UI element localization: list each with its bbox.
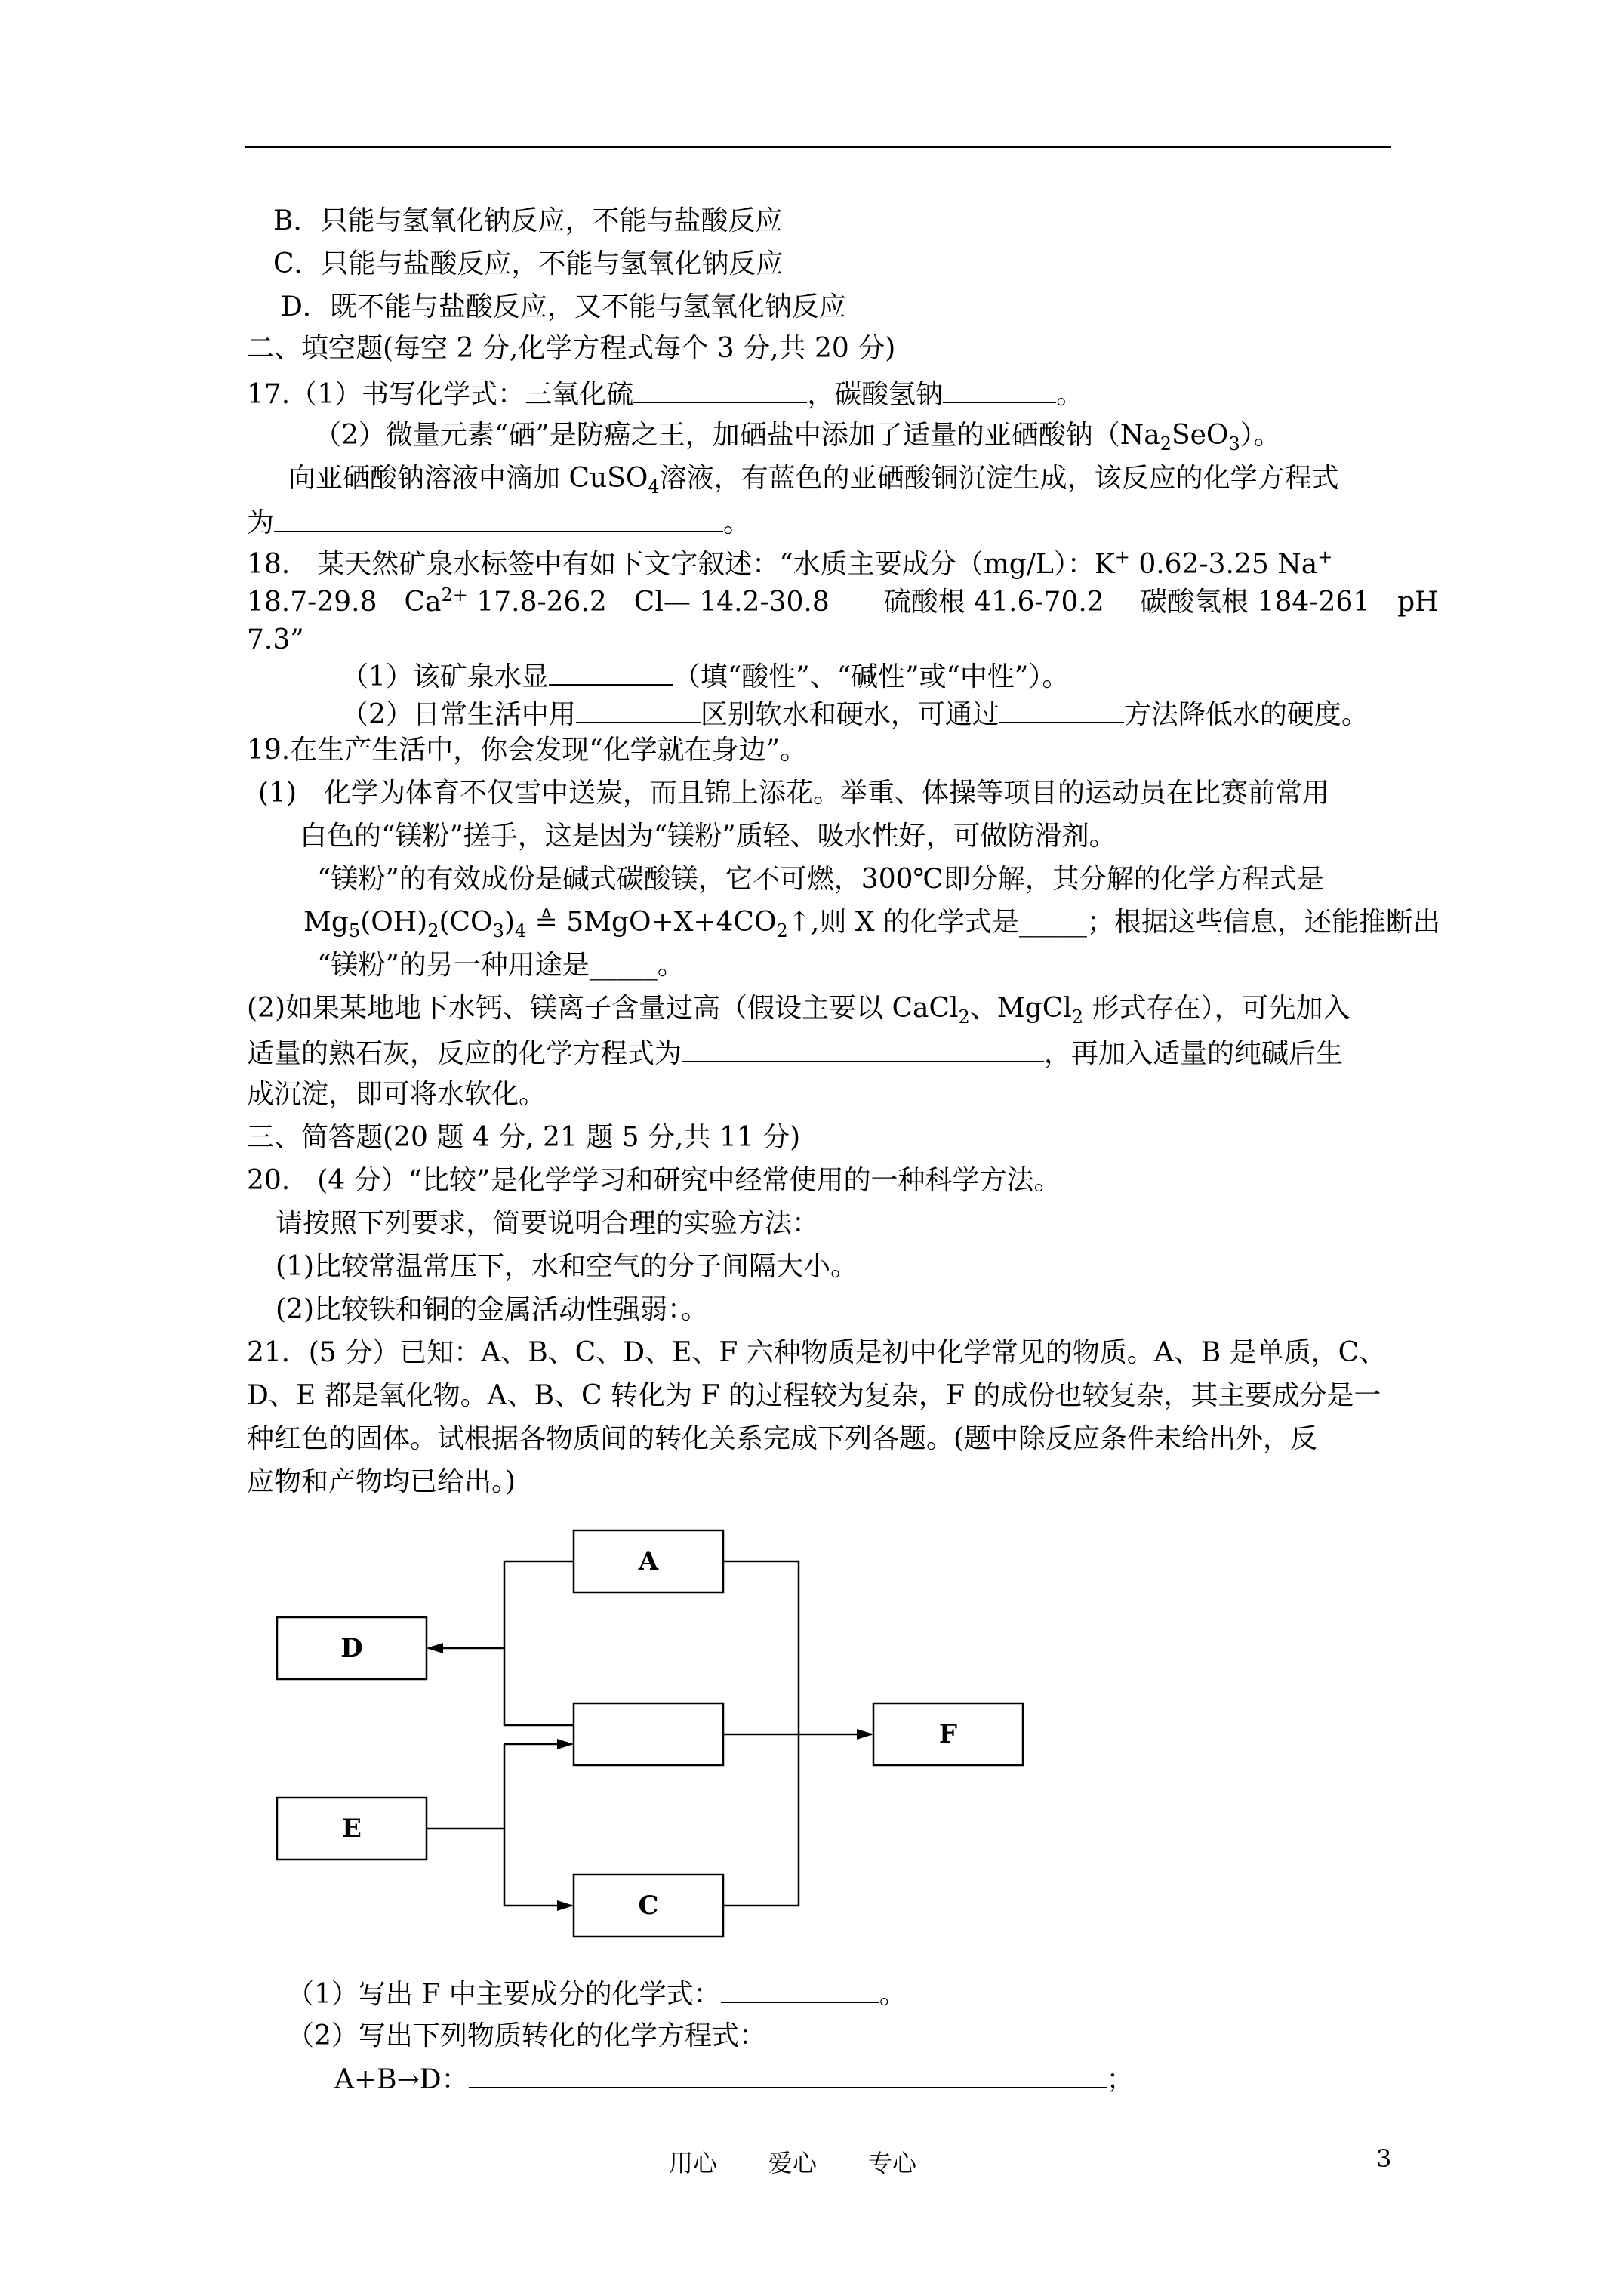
q20-line1: 20. (4 分）“比较”是化学学习和研究中经常使用的一种科学方法。: [247, 1165, 1061, 1196]
q20-line3: (1)比较常温常压下，水和空气的分子间隔大小。: [276, 1251, 858, 1282]
subscript: 2: [958, 1006, 970, 1028]
page-number: 3: [1376, 2144, 1392, 2173]
q21-line1: 21．(5 分）已知：A、B、C、D、E、F 六种物质是初中化学常见的物质。A、B 是单质，C、: [247, 1337, 1387, 1368]
subscript: 4: [648, 476, 660, 498]
subscript: 2: [1071, 1006, 1084, 1028]
section2-heading: 二、填空题(每空 2 分,化学方程式每个 3 分,共 20 分): [247, 333, 896, 364]
q17-text: 向亚硒酸钠溶液中滴加 CuSO: [288, 463, 648, 494]
q19-text: (OH): [360, 907, 428, 938]
subscript: 2: [776, 920, 788, 942]
q19-line6: “镁粉”的另一种用途是_____。: [317, 950, 685, 981]
answer-blank[interactable]: [721, 1977, 879, 2003]
q18-text: 0.62-3.25 Na: [1129, 549, 1318, 580]
q17-text: 溶液，有蓝色的亚硒酸铜沉淀生成，该反应的化学方程式: [659, 463, 1339, 494]
q19-text: ≜ 5MgO+X+4CO: [526, 907, 777, 938]
q21-line3: 种红色的固体。试根据各物质间的转化关系完成下列各题。(题中除反应条件未给出外，反: [247, 1423, 1318, 1454]
option-c: C．只能与盐酸反应，不能与氢氧化钠反应: [273, 248, 784, 279]
q21-sub2: （2）写出下列物质转化的化学方程式：: [287, 2020, 766, 2051]
subscript: 2: [1160, 433, 1172, 455]
option-d: D．既不能与盐酸反应，又不能与氢氧化钠反应: [281, 291, 846, 322]
q17-text: 为: [247, 507, 275, 538]
q17-text: （2）微量元素“硒”是防癌之王，加硒盐中添加了适量的亚硒酸钠（Na: [314, 420, 1160, 451]
q19-line1: 19.在生产生活中，你会发现“化学就在身边”。: [247, 735, 808, 766]
subscript: 3: [1228, 433, 1240, 455]
q19-text: ，再加入适量的纯碱后生: [1044, 1038, 1344, 1069]
superscript: 2+: [441, 584, 468, 606]
superscript: +: [1114, 547, 1130, 568]
q17-text: SeO: [1171, 420, 1229, 451]
footer-motto-3: 专心: [868, 2149, 917, 2177]
footer-motto-2: 爱心: [768, 2149, 818, 2177]
q17-text: ，碳酸氢钠: [807, 379, 944, 410]
q17-text: ）。: [1240, 420, 1281, 451]
q19-text: (2)如果某地地下水钙、镁离子含量过高（假设主要以 CaCl: [247, 993, 959, 1024]
footer-motto-1: 用心: [669, 2149, 718, 2177]
section3-heading: 三、简答题(20 题 4 分, 21 题 5 分,共 11 分): [247, 1122, 801, 1153]
q18-text: 方法降低水的硬度。: [1123, 699, 1369, 730]
answer-blank[interactable]: [469, 2061, 1107, 2088]
q19-text: ): [504, 907, 515, 938]
q19-text: 、MgCl: [969, 993, 1072, 1024]
subscript: 2: [427, 920, 439, 942]
box-b: [574, 1703, 723, 1765]
q19-text: Mg: [303, 907, 349, 938]
q17-text: 17.（1）书写化学式：三氧化硫: [247, 379, 634, 410]
q18-text: 18. 某天然矿泉水标签中有如下文字叙述：“水质主要成分（mg/L）：K: [247, 549, 1115, 580]
option-b: B．只能与氢氧化钠反应，不能与盐酸反应: [273, 205, 783, 236]
label-f: F: [938, 1719, 958, 1749]
q19-line9: 成沉淀，即可将水软化。: [247, 1079, 547, 1110]
label-c: C: [638, 1891, 659, 1921]
subscript: 3: [492, 920, 504, 942]
q21-sub3: [334, 2061, 1134, 2097]
q19-text: 适量的熟石灰，反应的化学方程式为: [247, 1038, 682, 1069]
q21-text: 。: [879, 1979, 907, 2010]
label-e: E: [342, 1814, 362, 1844]
q19-line4: “镁粉”的有效成份是碱式碳酸镁，它不可燃，300℃即分解，其分解的化学方程式是: [317, 864, 1324, 895]
q20-line2: 请按照下列要求，简要说明合理的实验方法：: [276, 1208, 820, 1239]
q19-line3: 白色的“镁粉”搓手，这是因为“镁粉”质轻、吸水性好，可做防滑剂。: [300, 821, 1116, 852]
q18-text: （1）该矿泉水显: [341, 661, 549, 692]
q20-line4: (2)比较铁和铜的金属活动性强弱：。: [276, 1294, 708, 1325]
q18-text: 区别软水和硬水，可通过: [700, 699, 999, 730]
q21-text: A+B→D：: [334, 2064, 469, 2095]
q18-text: （填“酸性”、“碱性”或“中性”）。: [673, 661, 1070, 692]
q18-text: （2）日常生活中用: [341, 699, 576, 730]
q21-sub1: [287, 1977, 907, 2011]
connector-a-b: [504, 1561, 574, 1725]
subscript: 4: [514, 920, 527, 942]
q19-text: 形式存在），可先加入: [1083, 993, 1350, 1024]
superscript: +: [1317, 547, 1333, 568]
q18-line3: 7.3”: [247, 624, 304, 655]
q21-text: ；: [1106, 2064, 1134, 2095]
q19-line2: (1) 化学为体育不仅雪中送炭，而且锦上添花。举重、体操等项目的运动员在比赛前常用: [258, 778, 1329, 809]
q17-text: 。: [1056, 379, 1084, 410]
q18-text: 17.8-26.2 Cl— 14.2-30.8 硫酸根 41.6-70.2 碳酸氢根 184-261 pH: [467, 587, 1439, 618]
q21-line2: D、E 都是氧化物。A、B、C 转化为 F 的过程较为复杂，F 的成份也较复杂，其主要成分是一: [247, 1380, 1381, 1411]
q19-text: ↑,则 X 的化学式是_____；根据这些信息，还能推断出: [787, 907, 1440, 938]
q19-text: (CO: [439, 907, 493, 938]
q21-line4: 应物和产物均已给出。): [247, 1466, 516, 1497]
label-a: A: [638, 1546, 659, 1576]
label-d: D: [340, 1633, 363, 1663]
q18-text: 18.7-29.8 Ca: [247, 587, 442, 618]
q21-text: （1）写出 F 中主要成分的化学式：: [287, 1979, 721, 2010]
q17-text: 。: [723, 507, 751, 538]
subscript: 5: [348, 920, 361, 942]
